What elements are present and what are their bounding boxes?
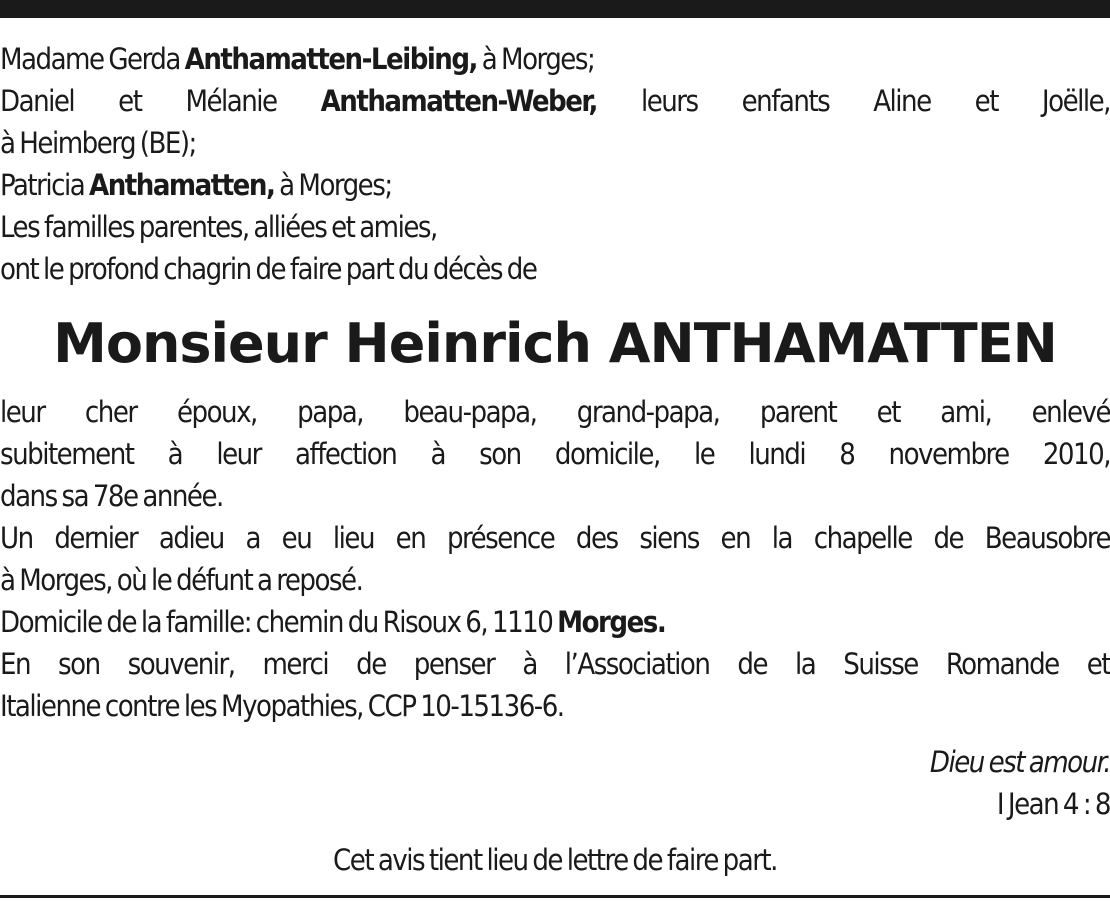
- quote-text: Dieu est amour.: [929, 745, 1110, 779]
- body-line-2: subitement à leur affection à son domicile, le lundi 8 novembre 2010,: [0, 437, 1110, 471]
- domicile-town: Morges.: [557, 605, 666, 639]
- mourner-4-first-name: Patricia: [0, 168, 85, 202]
- footer-note: Cet avis tient lieu de lettre de faire part.: [333, 843, 777, 877]
- body-line-8: Italienne contre les Myopathies, CCP 10-15136-6.: [0, 689, 564, 723]
- mourner-1-first-name: Madame Gerda: [0, 42, 180, 76]
- top-border-bar: [0, 0, 1110, 18]
- announcement-line: ont le profond chagrin de faire part du décès de: [0, 252, 537, 286]
- body-line-3: dans sa 78e année.: [0, 479, 223, 513]
- mourner-line-4: [0, 164, 1110, 206]
- mourner-line-3: à Heimberg (BE);: [0, 126, 196, 160]
- domicile-address: Domicile de la famille: chemin du Risoux 6, 1110: [0, 605, 553, 639]
- deceased-name: Monsieur Heinrich ANTHAMATTEN: [53, 312, 1057, 375]
- mourner-4-surname: Anthamatten,: [89, 168, 275, 202]
- mourner-2-children: leurs enfants Aline et Joëlle,: [640, 84, 1110, 118]
- mourner-2-surname: Anthamatten-Weber,: [320, 84, 597, 118]
- mourner-line-1: [0, 38, 1110, 80]
- mourner-4-location: à Morges;: [279, 168, 392, 202]
- mourner-line-2: [0, 80, 1110, 122]
- body-line-4: Un dernier adieu a eu lieu en présence des siens en la chapelle de Beausobre: [0, 521, 1110, 555]
- mourner-line-5: Les familles parentes, alliées et amies,: [0, 210, 437, 244]
- mourner-1-surname: Anthamatten-Leibing,: [184, 42, 477, 76]
- body-line-5: à Morges, où le défunt a reposé.: [0, 563, 363, 597]
- mourner-2-first-names: Daniel et Mélanie: [0, 84, 277, 118]
- body-line-7: En son souvenir, merci de penser à l’Association de la Suisse Romande et: [0, 647, 1110, 681]
- bottom-border-rule: [0, 895, 1110, 898]
- mourner-1-location: à Morges;: [481, 42, 595, 76]
- quote-reference: I Jean 4 : 8: [996, 787, 1110, 821]
- body-line-6-domicile: [0, 601, 1110, 643]
- body-line-1: leur cher époux, papa, beau-papa, grand-papa, parent et ami, enlevé: [0, 395, 1110, 429]
